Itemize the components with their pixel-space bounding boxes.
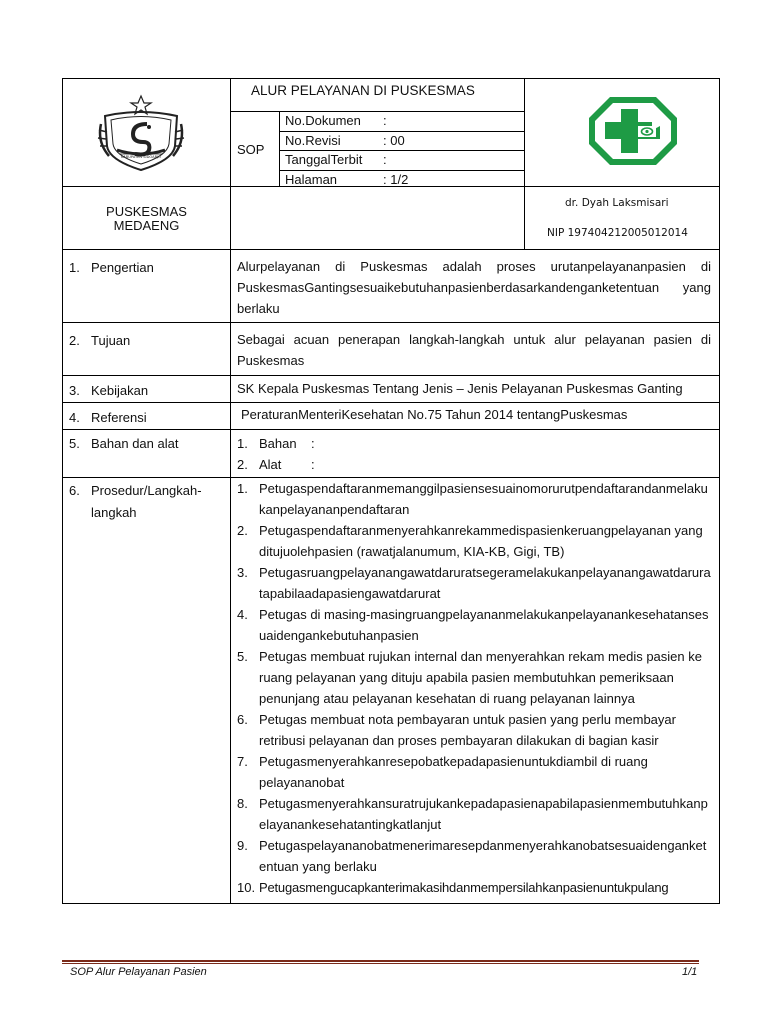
header-cell [231,79,525,187]
signature-cell [525,187,720,250]
step-item [237,646,711,709]
section-title: Pengertian [91,260,154,275]
footer-divider [62,960,699,962]
signatory-name: dr. Dyah Laksmisari [565,197,669,209]
step-text: Petugas di masing-masingruangpelayananmelakukanpelayanankesehatansesuaidengankebutuhanpasien [259,607,709,643]
section-title: Bahan dan alat [91,436,179,451]
sop-label: SOP [231,112,280,186]
section-title: Kebijakan [91,383,149,398]
step-number: 5. [237,649,248,664]
step-number: 10. [237,880,256,895]
step-item [237,835,711,877]
sop-table [62,78,720,904]
item-number: 1. [237,436,248,451]
item-number: 2. [237,457,248,472]
meta-label: No.Dokumen [285,113,361,128]
meta-row [280,151,524,171]
section-number: 1. [69,260,80,275]
meta-row [280,171,524,190]
step-item [237,793,711,835]
regency-emblem-icon [95,94,187,174]
section-title: Prosedur/Langkah- [91,483,202,498]
emblem-text: KABUPATEN SIDOARJO [121,155,161,159]
logo-right-cell [525,79,720,187]
logo-left-cell [63,79,231,187]
section-bahan [63,430,720,478]
section-title: Tujuan [91,333,131,348]
step-item [237,478,711,520]
footer-page-number: 1/1 [682,966,698,978]
item-key: Bahan [259,436,297,451]
section-pengertian [63,250,720,323]
meta-value: : 00 [383,132,405,148]
item-key: Alat [259,457,282,472]
section-content: Alurpelayanan di Puskesmas adalah proses urutanpelayananpasien di PuskesmasGantingsesuaikebutuhanpasienberdasarkandenganketentuan yang berlaku [231,250,720,323]
step-number: 7. [237,754,248,769]
meta-value: : 1/2 [383,171,409,187]
step-item [237,562,711,604]
footer-divider [62,963,699,964]
item-sep: : [311,457,315,472]
empty-cell [231,187,525,250]
section-content [231,430,720,478]
document-meta [280,112,524,186]
step-item [237,520,711,562]
step-item [237,709,711,751]
section-content: PeraturanMenteriKesehatan No.75 Tahun 2014 tentangPuskesmas [231,403,720,430]
meta-label: TanggalTerbit [285,152,363,167]
meta-label: No.Revisi [285,132,341,148]
section-title-cont: langkah [91,505,137,520]
step-text: Petugaspendaftaranmenyerahkanrekammedispasienkeruangpelayanan yang ditujuolehpasien (rawatjalanumum, KIA-KB, Gigi, TB) [259,523,703,559]
step-text: Petugasmenyerahkanresepobatkepadapasienuntukdiambil di ruang pelayananobat [259,754,648,790]
section-label [63,376,231,403]
step-text: Petugas membuat rujukan internal dan menyerahkan rekam medis pasien ke ruang pelayanan yang dituju apabila pasien membutuhkan pemeriksaan penunjang atau pelayanan kesehatan di ruang pelayanan lainnya [259,649,702,706]
unit-cell [63,187,231,250]
step-item [237,604,711,646]
section-prosedur [63,478,720,904]
meta-value: : [383,152,387,167]
step-number: 4. [237,607,248,622]
step-text: Petugasruangpelayanangawatdaruratsegeramelakukanpelayanangawatdaruratapabilaadapasiengawatdarurat [259,565,711,601]
unit-line1: PUSKESMAS [106,204,187,219]
step-text: Petugas membuat nota pembayaran untuk pasien yang perlu membayar retribusi pelayanan dan proses pembayaran dilakukan di bagian kasir [259,712,676,748]
section-referensi [63,403,720,430]
step-number: 3. [237,565,248,580]
step-item [237,751,711,793]
puskesmas-logo-icon [588,96,678,166]
step-text: Petugaspelayananobatmenerimaresepdanmenyerahkanobatsesuaidenganketentuan yang berlaku [259,838,707,874]
list-item [237,454,711,475]
section-number: 4. [69,410,80,425]
step-number: 9. [237,838,248,853]
step-number: 6. [237,712,248,727]
section-number: 5. [69,436,80,451]
section-content: Sebagai acuan penerapan langkah-langkah untuk alur pelayanan pasien di Puskesmas [231,323,720,376]
step-number: 1. [237,481,248,496]
list-item [237,433,711,454]
section-number: 6. [69,483,80,498]
section-number: 3. [69,383,80,398]
meta-row [280,132,524,152]
document-title: ALUR PELAYANAN DI PUSKESMAS [231,79,524,112]
unit-line2: MEDAENG [113,218,180,233]
section-content: SK Kepala Puskesmas Tentang Jenis – Jenis Pelayanan Puskesmas Ganting [231,376,720,403]
step-text: Petugasmenyerahkansuratrujukankepadapasienapabilapasienmembutuhkanpelayanankesehatantingkatlanjut [259,796,708,832]
meta-value: : [383,113,387,128]
signatory-nip: NIP 197404212005012014 [547,227,688,239]
section-title: Referensi [91,410,147,425]
section-label [63,250,231,323]
section-content [231,478,720,904]
step-item [237,877,711,898]
step-text: Petugasmengucapkanterimakasihdanmempersilahkanpasienuntukpulang [259,880,669,895]
step-text: Petugaspendaftaranmemanggilpasiensesuainomorurutpendaftarandanmelakukanpelayananpendaftaran [259,481,708,517]
section-tujuan [63,323,720,376]
section-number: 2. [69,333,80,348]
footer-title: SOP Alur Pelayanan Pasien [70,966,207,978]
section-label [63,403,231,430]
step-number: 8. [237,796,248,811]
section-label [63,478,231,904]
procedure-steps [237,478,711,898]
meta-row [280,112,524,132]
section-kebijakan [63,376,720,403]
section-label [63,430,231,478]
step-number: 2. [237,523,248,538]
item-sep: : [311,436,315,451]
meta-label: Halaman [285,171,338,187]
section-label [63,323,231,376]
